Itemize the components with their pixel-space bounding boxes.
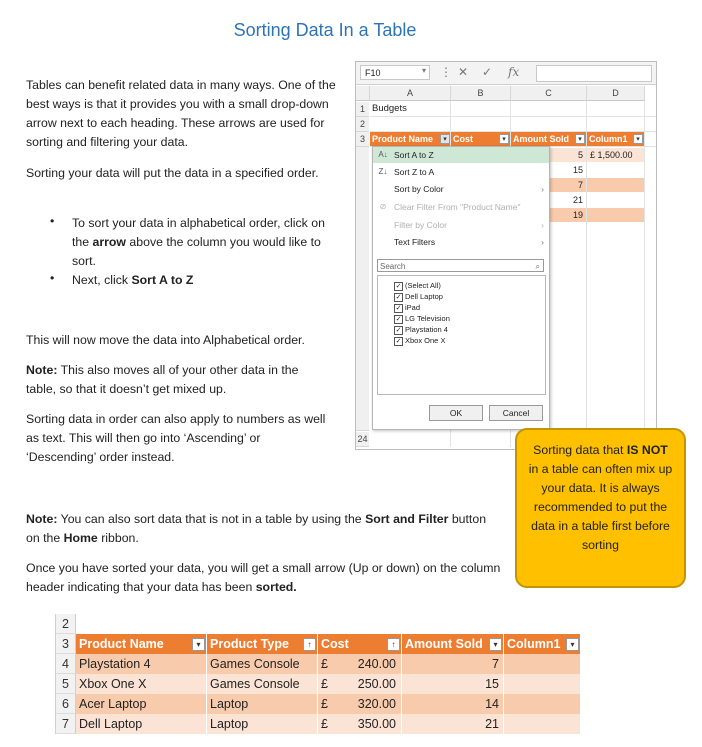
numbers-paragraph: Sorting data in order can also apply to numbers as well as text. This will then go into ‘Ascending’ or ‘Descending’ order instead. bbox=[26, 412, 326, 464]
header-amount-sold[interactable]: Amount Sold bbox=[511, 132, 586, 146]
cancel-icon[interactable]: ✕ bbox=[458, 65, 469, 79]
cell-amount[interactable]: 19 bbox=[511, 208, 586, 222]
checkbox-icon: ✓ bbox=[395, 337, 402, 345]
cell-amount-sold[interactable]: 7 bbox=[402, 654, 504, 674]
cell-product-type[interactable]: Laptop bbox=[207, 714, 318, 734]
row-number[interactable]: 7 bbox=[56, 714, 76, 734]
note-paragraph-2: Note: You can also sort data that is not in a table by using the Sort and Filter button on the Home ribbon. bbox=[26, 512, 487, 545]
function-icon[interactable]: fx bbox=[508, 65, 520, 79]
header-cost[interactable]: Cost bbox=[451, 132, 510, 146]
column-header-c[interactable]: C bbox=[511, 86, 587, 101]
cell-amount-sold[interactable]: 15 bbox=[402, 674, 504, 694]
menu-item-sort-a-to-z[interactable]: A↓ Sort A to Z bbox=[373, 147, 549, 163]
grid-line bbox=[370, 116, 656, 117]
sort-ascending-icon: A↓ bbox=[378, 150, 388, 159]
row-number[interactable]: 2 bbox=[56, 614, 76, 634]
checkbox-item[interactable]: ✓ LG Television bbox=[395, 314, 450, 323]
grid-line bbox=[644, 101, 645, 447]
cell-column1[interactable] bbox=[587, 178, 644, 192]
table-header-row bbox=[56, 634, 601, 654]
bullet-text: Next, click Sort A to Z bbox=[72, 273, 194, 287]
row-header-column bbox=[356, 147, 369, 431]
cell-a1[interactable]: Budgets bbox=[372, 103, 407, 114]
sorted-paragraph: Once you have sorted your data, you will get a small arrow (Up or down) on the column header indicating that your data has been sorted. bbox=[26, 561, 501, 594]
table-row bbox=[56, 674, 601, 694]
menu-item-text-filters[interactable]: Text Filters › bbox=[373, 234, 549, 250]
filter-search-input[interactable]: Search ⌕ bbox=[377, 259, 544, 272]
ok-button[interactable]: OK bbox=[429, 405, 483, 421]
cell-product-type[interactable]: Games Console bbox=[207, 674, 318, 694]
header-product-name[interactable]: Product Name bbox=[370, 132, 450, 146]
checkbox-icon: ✓ bbox=[395, 304, 402, 312]
checkbox-item[interactable]: ✓ iPad bbox=[395, 303, 421, 312]
checkbox-item[interactable]: ✓ Xbox One X bbox=[395, 336, 446, 345]
bullet-dot: • bbox=[50, 271, 55, 285]
cell-cost[interactable]: £ 350.00 bbox=[318, 714, 402, 734]
cell-column1[interactable] bbox=[504, 714, 581, 734]
warning-callout: Sorting data that IS NOT in a table can often mix up your data. It is always recommended to put the data in a table first before sorting bbox=[515, 428, 686, 588]
cell-column1[interactable]: £ 1,500.00 bbox=[587, 148, 644, 162]
filter-dropdown-icon[interactable]: ▾ bbox=[633, 134, 643, 144]
header-column1[interactable]: Column1 bbox=[504, 634, 581, 654]
row-number[interactable]: 4 bbox=[56, 654, 76, 674]
cell-cost[interactable]: £ 320.00 bbox=[318, 694, 402, 714]
formula-bar bbox=[356, 62, 656, 85]
submenu-arrow-icon: › bbox=[541, 220, 544, 230]
filter-dropdown-icon[interactable]: ▾ bbox=[440, 134, 450, 144]
header-column1[interactable]: Column1 bbox=[587, 132, 644, 146]
filter-dropdown-icon[interactable]: ▾ bbox=[489, 638, 502, 651]
checkbox-item[interactable]: ✓ Playstation 4 bbox=[395, 325, 448, 334]
column-header-a[interactable]: A bbox=[370, 86, 451, 101]
more-options-icon: ⋮ bbox=[440, 65, 452, 79]
namebox-dropdown-icon[interactable]: ▾ bbox=[422, 66, 427, 75]
table-row bbox=[56, 694, 601, 714]
filter-dropdown-icon[interactable]: ▾ bbox=[566, 638, 579, 651]
filter-menu bbox=[372, 146, 550, 430]
row-header-2[interactable]: 2 bbox=[356, 117, 369, 132]
alphabetical-paragraph: This will now move the data into Alphabetical order. bbox=[26, 333, 305, 347]
clear-filter-icon: ⊘ bbox=[379, 202, 387, 211]
cell-product-type[interactable]: Games Console bbox=[207, 654, 318, 674]
row-number[interactable]: 3 bbox=[56, 634, 76, 654]
checkbox-item[interactable]: ✓ Dell Laptop bbox=[395, 292, 443, 301]
submenu-arrow-icon: › bbox=[541, 184, 544, 194]
checkbox-icon: ✓ bbox=[395, 326, 402, 334]
page-title: Sorting Data In a Table bbox=[233, 20, 417, 40]
select-all-corner[interactable] bbox=[356, 86, 370, 101]
checkbox-select-all[interactable]: ✓ (Select All) bbox=[395, 281, 441, 290]
checkbox-icon: ✓ bbox=[395, 293, 402, 301]
sort-ascending-indicator-icon[interactable]: ↑ bbox=[387, 638, 400, 651]
checkbox-icon: ✓ bbox=[395, 315, 402, 323]
cell-amount-sold[interactable]: 14 bbox=[402, 694, 504, 714]
intro-paragraph: Tables can benefit related data in many ways. One of the best ways is that it provides you with a small drop-down arrow next to each heading. These arrows are used for sorting and filtering your data. bbox=[26, 78, 336, 149]
filter-dropdown-icon[interactable]: ▾ bbox=[192, 638, 205, 651]
cell-product-name[interactable]: Dell Laptop bbox=[76, 714, 207, 734]
menu-item-clear-filter[interactable]: ⊘ Clear Filter From "Product Name" bbox=[373, 199, 549, 215]
search-icon: ⌕ bbox=[535, 262, 540, 271]
cell-column1[interactable] bbox=[504, 654, 581, 674]
enter-icon[interactable]: ✓ bbox=[482, 65, 493, 79]
cell-amount[interactable]: 15 bbox=[511, 163, 586, 177]
row-header-3[interactable]: 3 bbox=[356, 132, 369, 147]
cell-cost[interactable]: £ 240.00 bbox=[318, 654, 402, 674]
filter-dropdown-icon[interactable]: ▾ bbox=[499, 134, 509, 144]
cell-amount[interactable]: 7 bbox=[511, 178, 586, 192]
table-row bbox=[56, 654, 601, 674]
formula-input[interactable] bbox=[536, 65, 652, 82]
sorted-table-screenshot bbox=[55, 614, 601, 734]
note-paragraph-1: Note: This also moves all of your other data in the table, so that it doesn’t get mixed up. bbox=[26, 363, 299, 396]
cell-product-name[interactable]: Xbox One X bbox=[76, 674, 207, 694]
bullet-text: To sort your data in alphabetical order, click on the arrow above the column you would like to sort. bbox=[72, 216, 325, 268]
menu-item-filter-by-color[interactable]: Filter by Color › bbox=[373, 217, 549, 233]
table-row bbox=[56, 714, 601, 734]
cell-amount[interactable]: 5 bbox=[511, 148, 586, 162]
menu-item-sort-by-color[interactable]: Sort by Color › bbox=[373, 181, 549, 197]
row-header-1[interactable]: 1 bbox=[356, 102, 369, 117]
sort-descending-icon: Z↓ bbox=[378, 167, 388, 176]
checkbox-icon: ✓ bbox=[395, 282, 402, 290]
cell-product-name[interactable]: Acer Laptop bbox=[76, 694, 207, 714]
cell-product-name[interactable]: Playstation 4 bbox=[76, 654, 207, 674]
header-product-name[interactable]: Product Name bbox=[76, 634, 207, 654]
column-header-d[interactable]: D bbox=[587, 86, 645, 101]
cell-amount[interactable]: 21 bbox=[572, 195, 583, 205]
filter-values-list[interactable] bbox=[377, 275, 546, 395]
sort-ascending-indicator-icon[interactable]: ↑ bbox=[303, 638, 316, 651]
menu-item-sort-z-to-a[interactable]: Z↓ Sort Z to A bbox=[373, 164, 549, 180]
name-box[interactable]: F10 bbox=[360, 65, 430, 80]
row-header-24[interactable]: 24 bbox=[356, 432, 369, 447]
cell-cost[interactable]: £ 250.00 bbox=[318, 674, 402, 694]
cancel-button[interactable]: Cancel bbox=[489, 405, 543, 421]
cell-column1[interactable] bbox=[504, 694, 581, 714]
cell-product-type[interactable]: Laptop bbox=[207, 694, 318, 714]
cell-column1[interactable] bbox=[587, 208, 644, 222]
row-number[interactable]: 6 bbox=[56, 694, 76, 714]
cell-column1[interactable] bbox=[504, 674, 581, 694]
table-row bbox=[56, 614, 601, 634]
header-product-type[interactable]: Product Type bbox=[207, 634, 318, 654]
column-header-b[interactable]: B bbox=[451, 86, 511, 101]
filter-dropdown-icon[interactable]: ▾ bbox=[575, 134, 585, 144]
header-amount-sold[interactable]: Amount Sold bbox=[402, 634, 504, 654]
sorting-paragraph: Sorting your data will put the data in a specified order. bbox=[26, 166, 319, 180]
cell-amount-sold[interactable]: 21 bbox=[402, 714, 504, 734]
row-number[interactable]: 5 bbox=[56, 674, 76, 694]
submenu-arrow-icon: › bbox=[541, 237, 544, 247]
header-cost[interactable]: Cost bbox=[318, 634, 402, 654]
bullet-dot: • bbox=[50, 214, 55, 228]
